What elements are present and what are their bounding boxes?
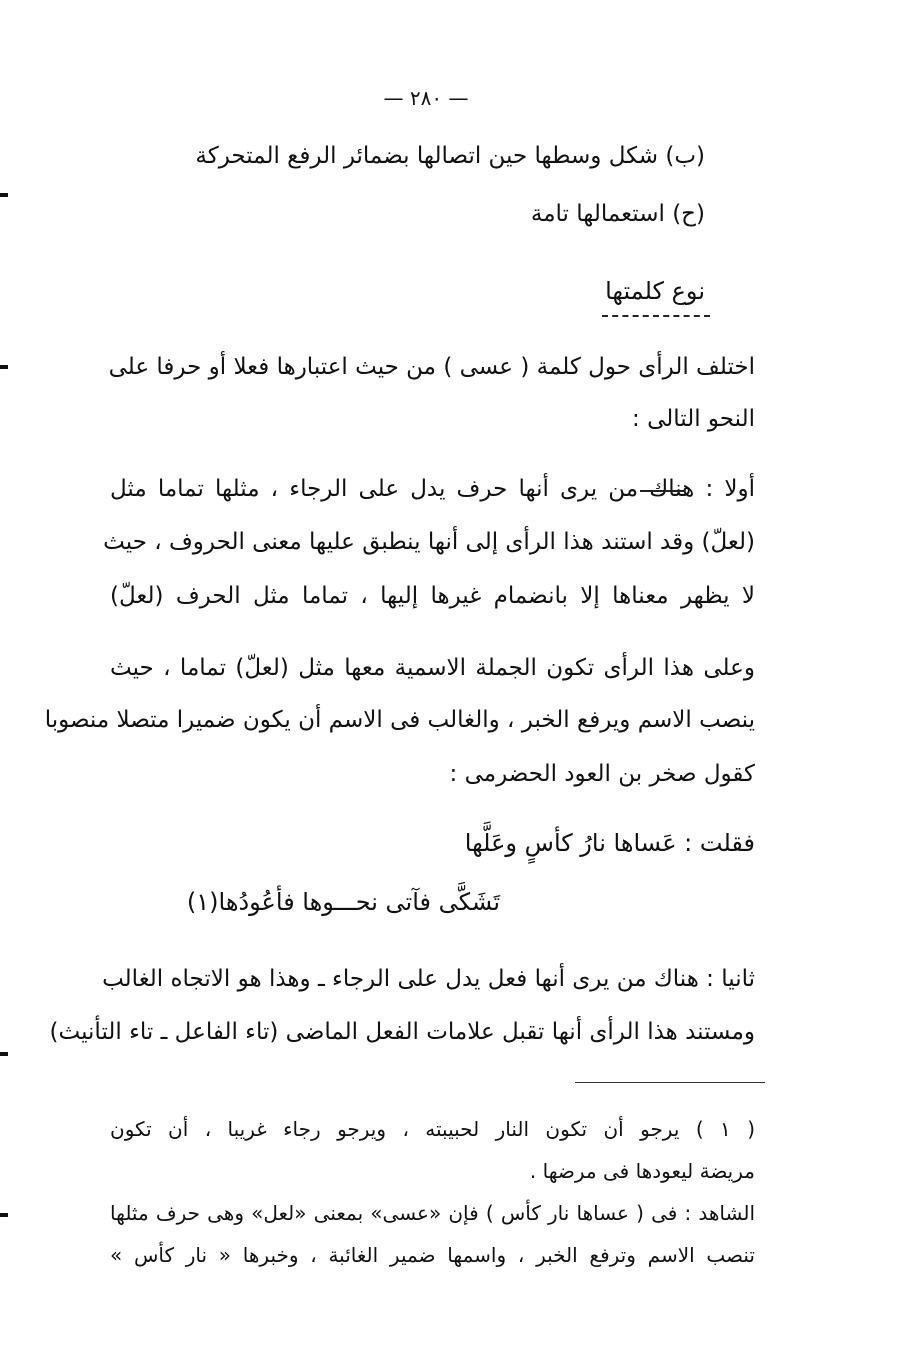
paragraph-line-2: ينصب الاسم ويرفع الخبر ، والغالب فى الاسم أن يكون ضميرا متصلا منصوبا xyxy=(44,707,755,733)
first-view-line-3: لا يظهر معناها إلا بانضمام غيرها إليها ، تماما مثل الحرف (لعلّ) xyxy=(110,583,755,609)
intro-line-1: اختلف الرأى حول كلمة ( عسى ) من حيث اعتبارها فعلا أو حرفا على xyxy=(108,354,755,380)
shahid-line-1: الشاهد : فى ( عساها نار كأس ) فإن «عسى» بمعنى «لعل» وهى حرف مثلها xyxy=(110,1201,755,1225)
footnote-separator xyxy=(575,1082,765,1083)
left-margin-mark xyxy=(0,1213,8,1217)
first-view-underline xyxy=(640,490,685,492)
paragraph-line-3: كقول صخر بن العود الحضرمى : xyxy=(449,761,755,787)
item-b: (ب) شكل وسطها حين اتصالها بضمائر الرفع المتحركة xyxy=(195,143,705,169)
second-view-line-2: ومستند هذا الرأى أنها تقبل علامات الفعل الماضى (تاء الفاعل ـ تاء التأنيث) xyxy=(49,1019,755,1045)
left-margin-mark xyxy=(0,1052,8,1056)
footnote-1-line-1: ( ١ ) يرجو أن تكون النار لحبيبته ، ويرجو رجاء غريبا ، أن تكون xyxy=(110,1117,755,1141)
shahid-line-2: تنصب الاسم وترفع الخبر ، واسمها ضمير الغائبة ، وخبرها « نار كأس » xyxy=(110,1243,755,1267)
heading-underline xyxy=(602,315,710,317)
left-margin-mark xyxy=(0,365,8,369)
page-number: — ٢٨٠ — xyxy=(383,86,469,110)
footnote-1-line-2: مريضة ليعودها فى مرضها . xyxy=(529,1159,755,1183)
second-view-line-1: ثانيا : هناك من يرى أنها فعل يدل على الرجاء ـ وهذا هو الاتجاه الغالب xyxy=(102,966,755,992)
first-view-line-2: (لعلّ) وقد استند هذا الرأى إلى أنها ينطبق عليها معنى الحروف ، حيث xyxy=(103,529,755,555)
section-heading: نوع كلمتها xyxy=(605,277,705,305)
first-view-line-1: أولا : هناك من يرى أنها حرف يدل على الرجاء ، مثلها تماما مثل xyxy=(110,476,755,502)
intro-line-2: النحو التالى : xyxy=(632,406,755,432)
left-margin-mark xyxy=(0,193,8,197)
paragraph-line-1: وعلى هذا الرأى تكون الجملة الاسمية معها مثل (لعلّ) تماما ، حيث xyxy=(110,655,755,681)
poetry-line-1: فقلت : عَساها نارُ كأسٍ وعَلَّها xyxy=(464,829,755,857)
item-j: (ح) استعمالها تامة xyxy=(530,201,705,227)
poetry-line-2: تَشَكَّى فآتى نحـــوها فأعُودُها(١) xyxy=(186,888,500,916)
